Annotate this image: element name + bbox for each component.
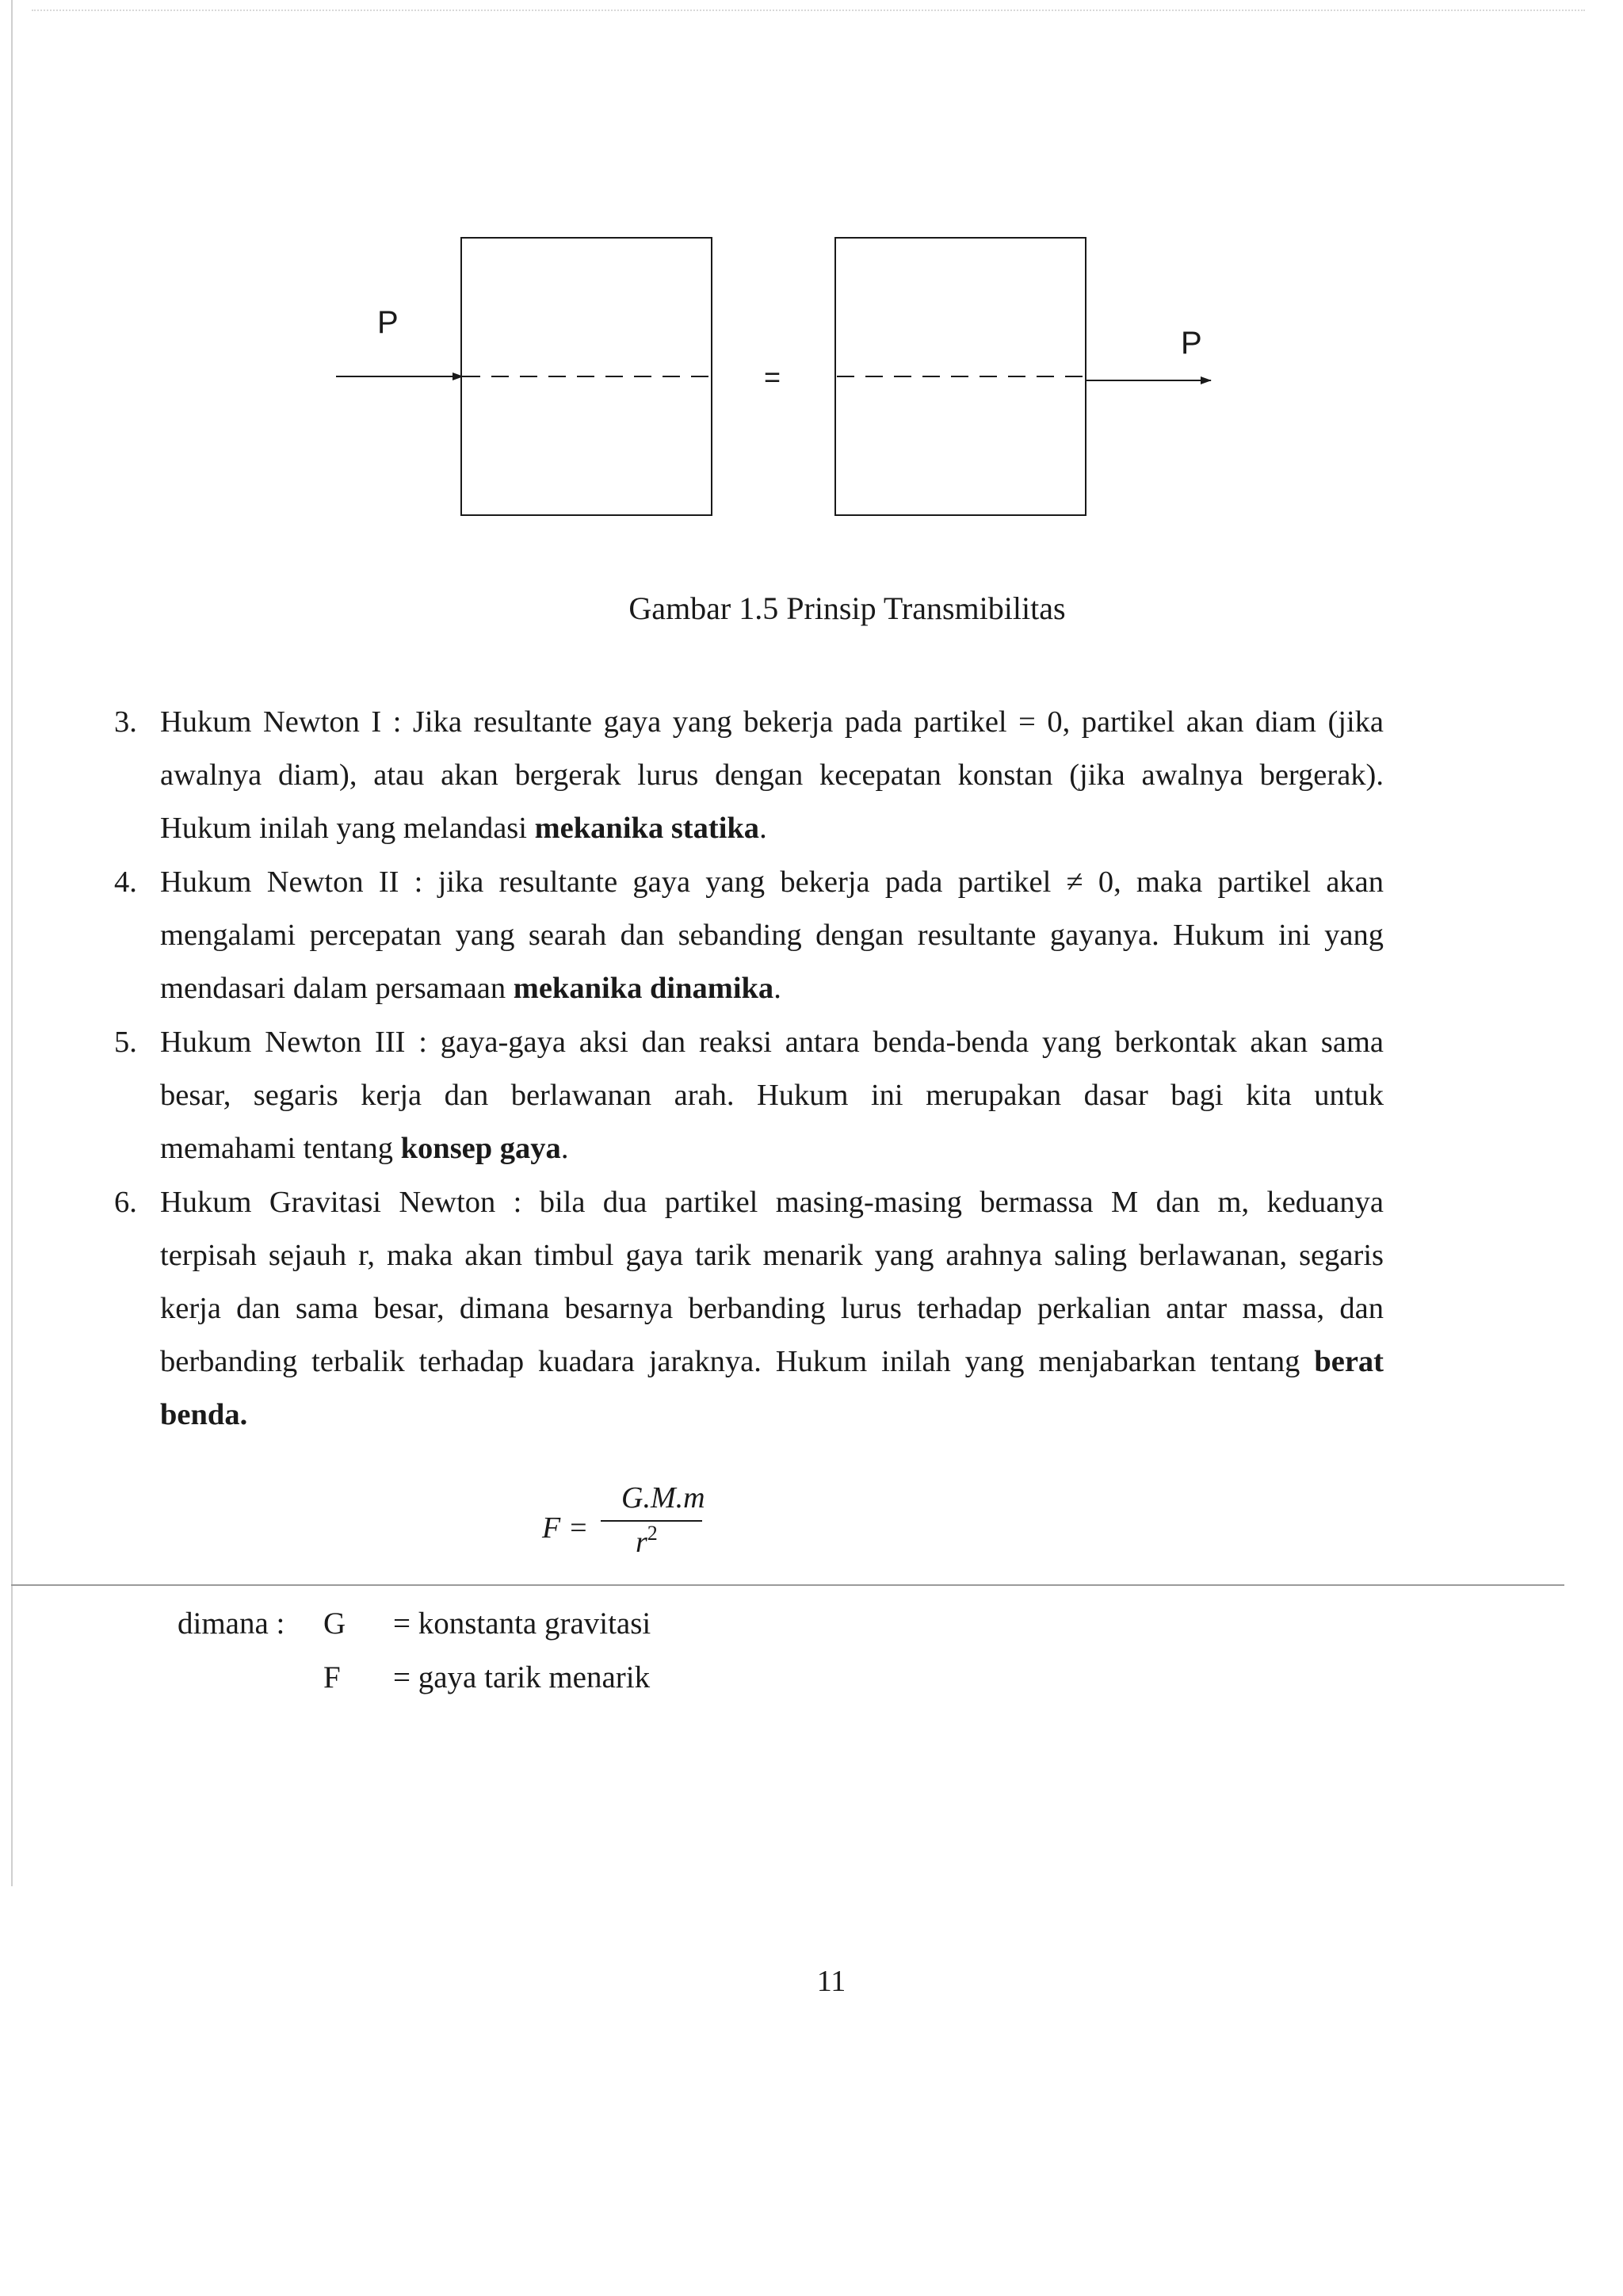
- list-item: [114, 696, 1384, 855]
- where-description: = konstanta gravitasi: [393, 1606, 651, 1641]
- gravitation-formula: [533, 1480, 707, 1576]
- text-line: [160, 1389, 1384, 1442]
- horizontal-rule: [11, 1584, 1564, 1586]
- text-line: Hukum Newton III : gaya-gaya aksi dan reaksi antara benda-benda yang berkontak akan sama: [160, 1026, 1384, 1059]
- where-label: dimana :: [178, 1606, 285, 1641]
- text-line: berbanding terbalik terhadap kuadara jaraknya. Hukum inilah yang menjabarkan tentang berat: [160, 1345, 1384, 1378]
- list-item-number: 6.: [114, 1186, 137, 1219]
- bold-term: berat: [1314, 1345, 1384, 1378]
- transmissibility-diagram: [0, 0, 1623, 571]
- list-item: [114, 1176, 1384, 1442]
- text-line: Hukum Newton I : Jika resultante gaya yang bekerja pada partikel = 0, partikel akan diam (jika: [160, 705, 1384, 739]
- list-item-number: 4.: [114, 865, 137, 899]
- bold-term: benda.: [160, 1398, 248, 1431]
- left-force-label: P: [377, 305, 399, 340]
- text-line: awalnya diam), atau akan bergerak lurus dengan kecepatan konstan (jika awalnya bergerak).: [160, 758, 1384, 792]
- equals-sign: =: [764, 361, 781, 393]
- text-line: besar, segaris kerja dan berlawanan arah. Hukum ini merupakan dasar bagi kita untuk: [160, 1079, 1384, 1112]
- bold-term: mekanika statika: [534, 812, 760, 845]
- formula-lhs: F =: [542, 1511, 589, 1545]
- text-line: Hukum Gravitasi Newton : bila dua partikel masing-masing bermassa M dan m, keduanya: [160, 1186, 1384, 1219]
- text-line: Hukum Newton II : jika resultante gaya yang bekerja pada partikel ≠ 0, maka partikel akan: [160, 865, 1384, 899]
- list-item: [114, 856, 1384, 1015]
- denominator-exponent: 2: [647, 1522, 658, 1545]
- list-item-number: 5.: [114, 1026, 137, 1059]
- bold-term: mekanika dinamika: [513, 972, 774, 1005]
- list-item-number: 3.: [114, 705, 137, 739]
- list-item: [114, 1016, 1384, 1175]
- where-description: = gaya tarik menarik: [393, 1660, 651, 1694]
- page-number: 11: [816, 1965, 846, 1998]
- figure-caption: Gambar 1.5 Prinsip Transmibilitas: [628, 590, 1066, 626]
- where-symbol: G: [323, 1606, 346, 1641]
- denominator-base: r: [636, 1526, 647, 1559]
- where-symbol: F: [323, 1660, 341, 1694]
- text-line: memahami tentang konsep gaya.: [160, 1132, 569, 1165]
- text-line: kerja dan sama besar, dimana besarnya berbanding lurus terhadap perkalian antar massa, dan: [160, 1292, 1384, 1325]
- formula-denominator: [636, 1522, 658, 1560]
- right-force-label: P: [1181, 326, 1202, 361]
- bold-term: konsep gaya: [400, 1132, 561, 1165]
- text-line: mendasari dalam persamaan mekanika dinamika.: [160, 972, 781, 1005]
- formula-numerator: G.M.m: [621, 1481, 705, 1515]
- text-line: mengalami percepatan yang searah dan sebanding dengan resultante gayanya. Hukum ini yang: [160, 919, 1384, 952]
- text-line: terpisah sejauh r, maka akan timbul gaya tarik menarik yang arahnya saling berlawanan, segaris: [160, 1239, 1384, 1272]
- text-line: Hukum inilah yang melandasi mekanika statika.: [160, 812, 767, 845]
